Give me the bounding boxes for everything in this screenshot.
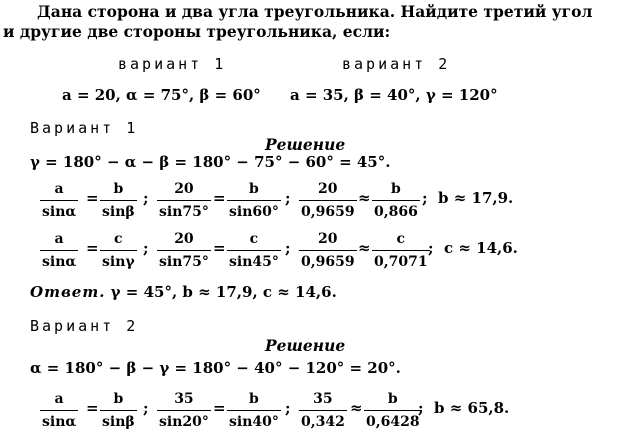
given-variant-1-values: a = 20, α = 75°, β = 60° xyxy=(62,86,261,104)
variant-2-angle-line: α = 180° − β − γ = 180° − 40° − 120° = 20°. xyxy=(30,359,401,377)
v2-r1-frac-2: b sinβ xyxy=(102,391,135,430)
v1-r1-eq-1: = xyxy=(86,189,99,207)
variant-2-heading: Вариант 2 xyxy=(30,317,139,335)
v1-r1-frac-1: a sinα xyxy=(42,181,77,220)
v1-r1-frac-2: b sinβ xyxy=(102,181,135,220)
v1-r2-eq-1: = xyxy=(86,239,99,257)
answer-label: Ответ. xyxy=(30,283,106,301)
v1-r1-semi-3: ; xyxy=(422,189,428,207)
v2-r1-frac-1: a sinα xyxy=(42,391,77,430)
v1-r2-approx: ≈ xyxy=(358,239,371,257)
v1-r2-frac-4: c sin45° xyxy=(229,231,279,270)
v2-r1-frac-5: 35 0,342 xyxy=(301,391,345,430)
variant-1-heading: Вариант 1 xyxy=(30,119,139,137)
variant-1-solution-label: Решение xyxy=(265,135,346,154)
v1-r2-result: c ≈ 14,6. xyxy=(444,239,518,257)
v2-r1-frac-4: b sin40° xyxy=(229,391,279,430)
v1-r2-frac-3: 20 sin75° xyxy=(159,231,209,270)
v1-r2-frac-1: a sinα xyxy=(42,231,77,270)
v1-r1-eq-2: = xyxy=(213,189,226,207)
task-line-2: и другие две стороны треугольника, если: xyxy=(3,22,391,41)
given-variant-1-header: вариант 1 xyxy=(118,55,227,73)
given-variant-2-header: вариант 2 xyxy=(342,55,451,73)
variant-1-answer xyxy=(30,283,337,301)
v1-r1-approx: ≈ xyxy=(358,189,371,207)
v2-r1-frac-3: 35 sin20° xyxy=(159,391,209,430)
v1-r1-frac-5: 20 0,9659 xyxy=(301,181,355,220)
v1-r2-semi-3: ; xyxy=(428,239,434,257)
v1-r1-result: b ≈ 17,9. xyxy=(438,189,514,207)
v1-r2-eq-2: = xyxy=(213,239,226,257)
v1-r2-semi-2: ; xyxy=(285,239,291,257)
variant-1-angle-line: γ = 180° − α − β = 180° − 75° − 60° = 45°. xyxy=(30,153,391,171)
v1-r2-frac-5: 20 0,9659 xyxy=(301,231,355,270)
v1-r1-semi-2: ; xyxy=(285,189,291,207)
task-line-1: Дана сторона и два угла треугольника. Найдите третий угол xyxy=(37,2,593,21)
v2-r1-result: b ≈ 65,8. xyxy=(434,399,510,417)
answer-text: γ = 45°, b ≈ 17,9, c ≈ 14,6. xyxy=(110,283,337,301)
v1-r2-frac-6: c 0,7071 xyxy=(374,231,428,270)
v2-r1-frac-6: b 0,6428 xyxy=(366,391,420,430)
v1-r1-frac-4: b sin60° xyxy=(229,181,279,220)
v2-r1-semi-2: ; xyxy=(285,399,291,417)
v1-r2-semi-1: ; xyxy=(143,239,149,257)
v1-r1-frac-3: 20 sin75° xyxy=(159,181,209,220)
v2-r1-semi-3: ; xyxy=(418,399,424,417)
v1-r2-frac-2: c sinγ xyxy=(102,231,135,270)
v1-r1-frac-6: b 0,866 xyxy=(374,181,418,220)
v2-r1-approx: ≈ xyxy=(350,399,363,417)
variant-2-solution-label: Решение xyxy=(265,336,346,355)
given-variant-2-values: a = 35, β = 40°, γ = 120° xyxy=(290,86,498,104)
v1-r1-semi-1: ; xyxy=(143,189,149,207)
v2-r1-eq-1: = xyxy=(86,399,99,417)
v2-r1-eq-2: = xyxy=(213,399,226,417)
v2-r1-semi-1: ; xyxy=(143,399,149,417)
